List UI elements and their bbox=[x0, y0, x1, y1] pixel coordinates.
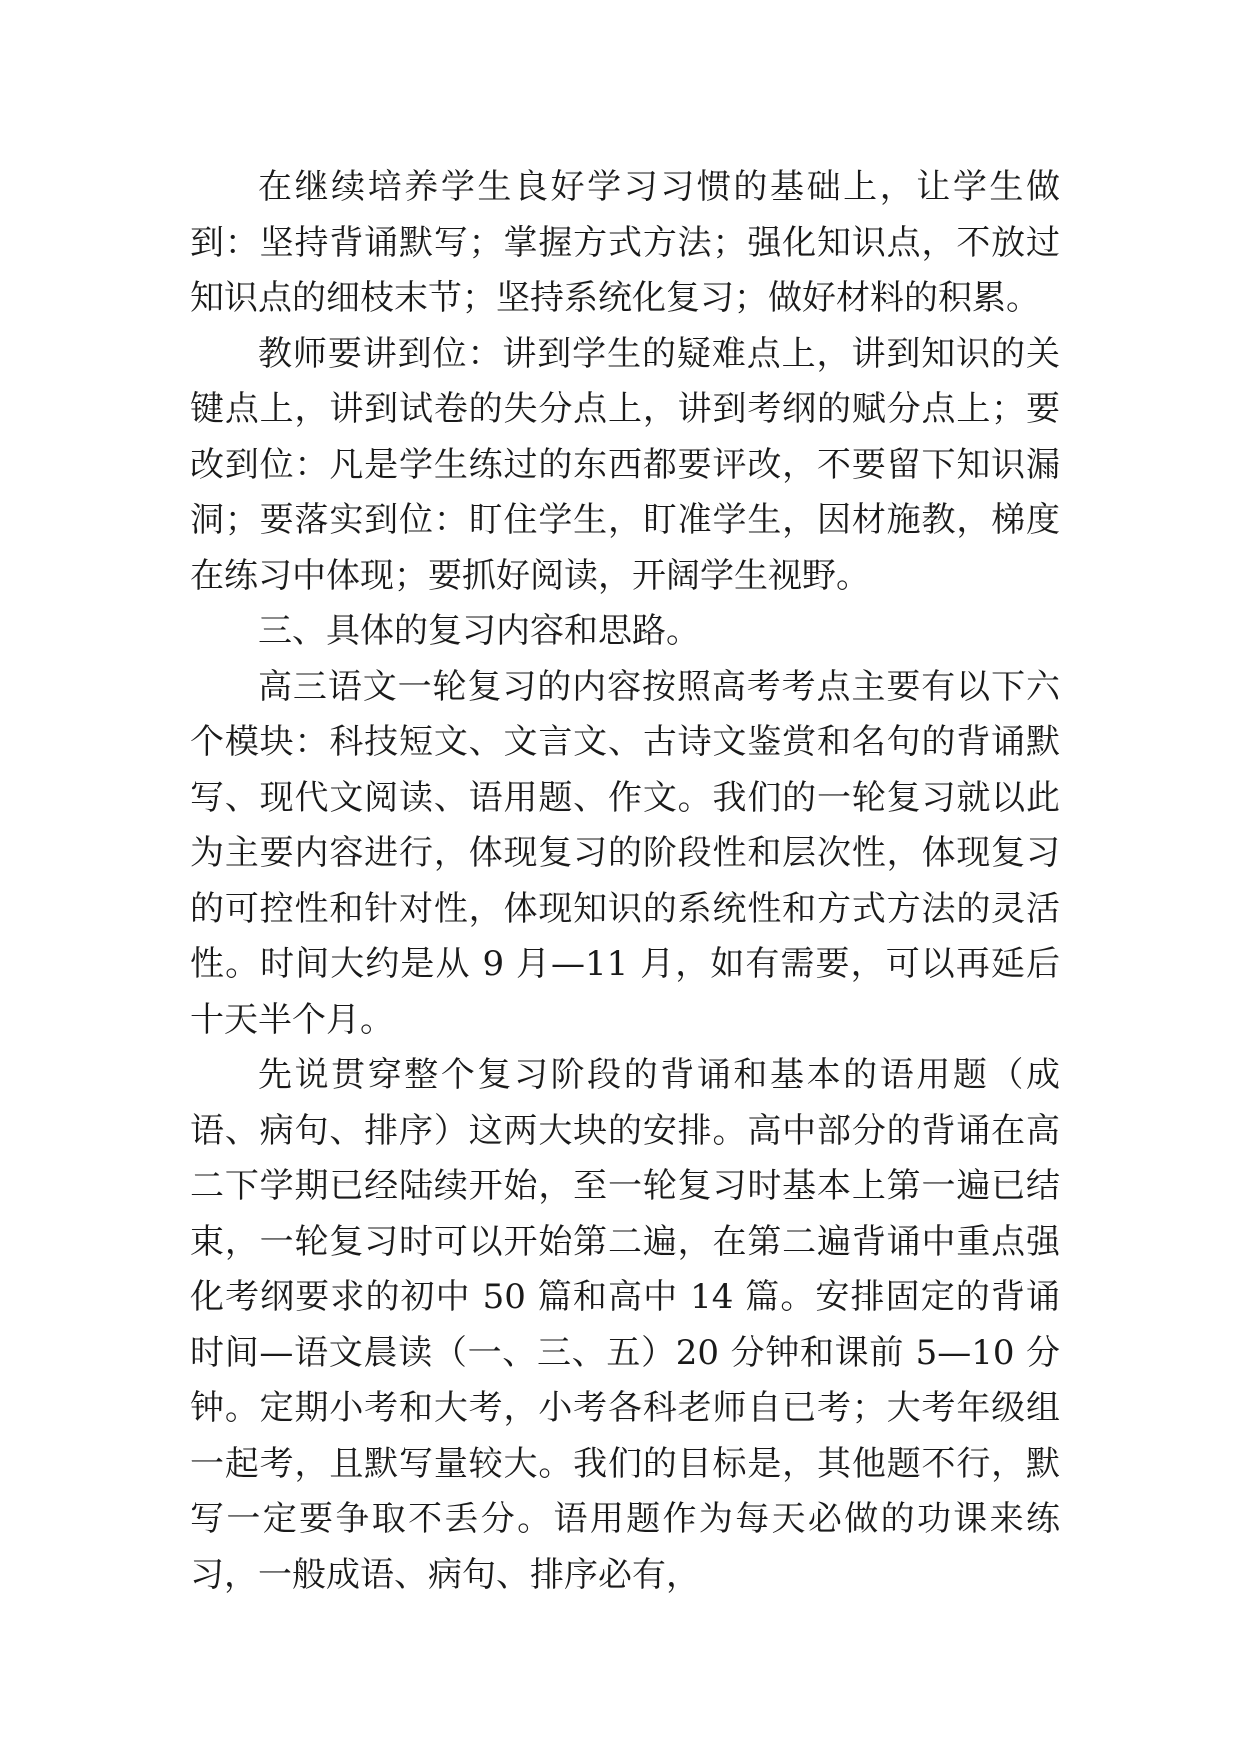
document-page bbox=[190, 160, 1060, 1603]
paragraph-study-habits: 在继续培养学生良好学习习惯的基础上，让学生做到：坚持背诵默写；掌握方式方法；强化知识点，不放过知识点的细枝末节；坚持系统化复习；做好材料的积累。 bbox=[190, 167, 1060, 318]
section-heading-review-content: 三、具体的复习内容和思路。 bbox=[258, 611, 700, 651]
paragraph-recitation-plan: 先说贯穿整个复习阶段的背诵和基本的语用题（成语、病句、排序）这两大块的安排。高中部分的背诵在高二下学期已经陆续开始，至一轮复习时基本上第一遍已结束，一轮复习时可以开始第二遍，在第二遍背诵中重点强化考纲要求的初中 50 篇和高中 14 篇。安排固定的背诵时间—语文晨读（一、三、五）20 分钟和课前 5—10 分钟。定期小考和大考，小考各科老师自已考；大考年级组一起考，且默写量较大。我们的目标是，其他题不行，默写一定要争取不丢分。语用题作为每天必做的功课来练习，一般成语、病句、排序必有， bbox=[190, 1055, 1060, 1595]
paragraph-teacher-requirements: 教师要讲到位：讲到学生的疑难点上，讲到知识的关键点上，讲到试卷的失分点上，讲到考纲的赋分点上；要改到位：凡是学生练过的东西都要评改，不要留下知识漏洞；要落实到位：盯住学生，盯准学生，因材施教，梯度在练习中体现；要抓好阅读，开阔学生视野。 bbox=[190, 333, 1060, 596]
paragraph-review-modules: 高三语文一轮复习的内容按照高考考点主要有以下六个模块：科技短文、文言文、古诗文鉴赏和名句的背诵默写、现代文阅读、语用题、作文。我们的一轮复习就以此为主要内容进行，体现复习的阶段性和层次性，体现复习的可控性和针对性，体现知识的系统性和方式方法的灵活性。时间大约是从 9 月—11 月，如有需要，可以再延后十天半个月。 bbox=[190, 666, 1060, 1040]
